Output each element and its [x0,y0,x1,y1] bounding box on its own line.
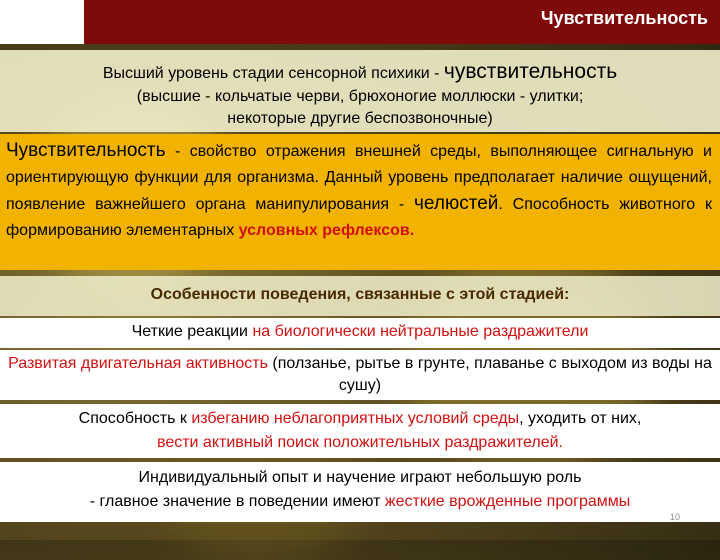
feature-4 [0,462,720,522]
intro-text: Высший уровень стадии сенсорной психики - [102,65,444,82]
slide-title: Чувствительность [540,8,708,28]
intro-line-2: (высшие - кольчатые черви, брюхоногие моллюски - улитки; [136,88,584,105]
feature-text: Индивидуальный опыт и научение играют небольшую роль [138,469,582,486]
header-bar [84,0,720,44]
feature-highlight: избеганию неблагоприятных условий среды [191,410,520,427]
definition-reflexes: условных рефлексов. [238,222,415,239]
feature-text: - главное значение в поведении имеют [89,493,385,510]
feature-highlight: Развитая двигательная активность [8,355,268,372]
header-left-block [0,0,84,44]
feature-text: Способность к [78,410,192,427]
definition-text: - свойство отражения внешней среды, выполняющее сигнальную и ориентирующую функции для организма. Данный уровень предполагает наличие ощущений, появление важнейшего органа манипулирования - [6,143,712,213]
feature-text: Четкие реакции [131,323,253,340]
features-title: Особенности поведения, связанные с этой стадией: [0,276,720,316]
intro-line-1 [0,50,720,84]
feature-3 [0,404,720,458]
slide-header [0,0,720,44]
definition-text: . Способность животного к формированию элементарных [6,196,712,239]
feature-highlight: жесткие врожденные программы [384,493,631,510]
feature-highlight: на биологически нейтральные раздражители [252,323,589,340]
definition-box [0,134,720,270]
feature-2 [0,350,720,400]
definition-organ: челюстей [414,193,499,214]
page-number: 10 [669,512,680,522]
feature-1 [0,318,720,348]
intro-term: чувствительность [443,60,618,83]
intro-box [0,50,720,132]
feature-text: , уходить от них, [519,410,642,427]
intro-line-3: некоторые другие беспозвоночные) [227,110,493,127]
feature-highlight: вести активный поиск положительных раздражителей. [157,434,563,451]
definition-term: Чувствительность [6,140,166,161]
feature-text: (ползанье, рытье в грунте, плаванье с выходом из воды на сушу) [267,355,712,394]
